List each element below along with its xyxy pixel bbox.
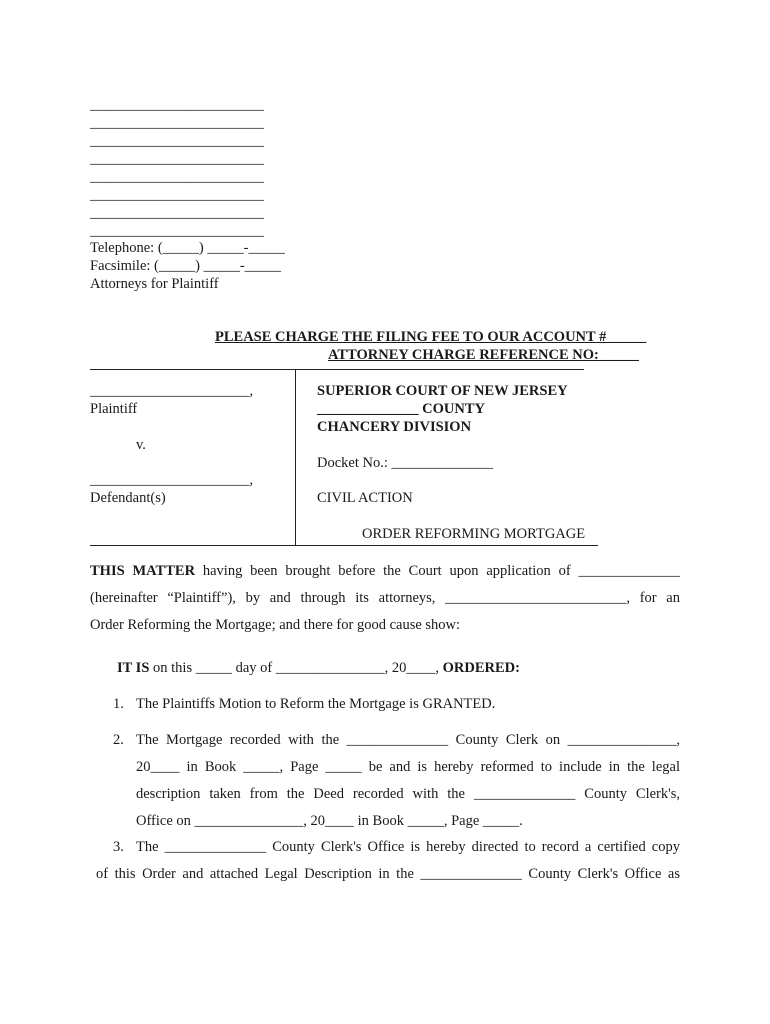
defendant-label: Defendant(s) xyxy=(90,490,166,506)
item-text-line: 20____ in Book _____, Page _____ be and is hereby reformed to include in the legal xyxy=(136,759,680,775)
item-text-line: of this Order and attached Legal Description in the ______________ County Clerk's Office as xyxy=(96,866,680,882)
intro-paragraph-line-2: (hereinafter “Plaintiff”), by and through its attorneys, _________________________, for an xyxy=(90,590,680,606)
civil-action-label: CIVIL ACTION xyxy=(317,490,413,506)
item-text-line: Office on _______________, 20____ in Book _____, Page _____. xyxy=(136,813,523,829)
intro-paragraph-line-3: Order Reforming the Mortgage; and there for good cause show: xyxy=(90,617,461,633)
attorney-blank-line[interactable]: ________________________ xyxy=(90,169,264,185)
county-blank[interactable]: ______________ xyxy=(317,401,419,417)
attorney-blank-line[interactable]: ________________________ xyxy=(90,205,264,221)
attorneys-for-label: Attorneys for Plaintiff xyxy=(90,276,219,292)
plaintiff-name-blank[interactable]: ______________________, xyxy=(90,383,254,399)
docket-number[interactable]: Docket No.: ______________ xyxy=(317,455,493,471)
ordered-text: on this _____ day of _______________, 20____, xyxy=(153,660,439,676)
item-text-line: The Plaintiffs Motion to Reform the Mortgage is GRANTED. xyxy=(136,696,496,712)
item-text-line: description taken from the Deed recorded with the ______________ County Clerk's, xyxy=(136,786,680,802)
ordered-clause xyxy=(117,660,520,677)
item-number: 3. xyxy=(113,839,124,855)
attorney-blank-line[interactable]: ________________________ xyxy=(90,223,264,239)
defendant-name-blank[interactable]: ______________________, xyxy=(90,472,254,488)
versus-label: v. xyxy=(136,437,146,453)
item-number: 1. xyxy=(113,696,124,712)
item-text-line: The Mortgage recorded with the ______________ County Clerk on _______________, xyxy=(136,732,680,748)
caption-divider xyxy=(295,369,296,545)
attorney-blank-line[interactable]: ________________________ xyxy=(90,151,264,167)
fee-notice-line-2: ATTORNEY CHARGE REFERENCE NO: _____ xyxy=(328,347,639,363)
document-title: ORDER REFORMING MORTGAGE xyxy=(362,526,586,542)
court-name: SUPERIOR COURT OF NEW JERSEY xyxy=(317,383,568,399)
item-text-line: The ______________ County Clerk's Office is hereby directed to record a certified copy xyxy=(136,839,680,855)
caption-bottom-rule xyxy=(90,545,598,546)
plaintiff-label: Plaintiff xyxy=(90,401,138,417)
intro-text: having been brought before the Court upon application of ______________ xyxy=(202,563,680,579)
attorney-blank-line[interactable]: ________________________ xyxy=(90,133,264,149)
facsimile-line[interactable]: Facsimile: (_____) _____-_____ xyxy=(90,258,281,274)
fee-notice-line-1: PLEASE CHARGE THE FILING FEE TO OUR ACCOUNT # _____ xyxy=(215,329,647,345)
county-label: COUNTY xyxy=(422,401,485,417)
intro-paragraph-line-1 xyxy=(90,563,680,580)
attorney-blank-line[interactable]: ________________________ xyxy=(90,115,264,131)
item-number: 2. xyxy=(113,732,124,748)
county-line xyxy=(317,401,485,418)
ordered-lead: IT IS xyxy=(117,660,150,676)
caption-top-rule xyxy=(90,369,584,370)
attorney-blank-line[interactable]: ________________________ xyxy=(90,187,264,203)
telephone-line[interactable]: Telephone: (_____) _____-_____ xyxy=(90,240,285,256)
intro-bold-lead: THIS MATTER xyxy=(90,563,196,579)
division-label: CHANCERY DIVISION xyxy=(317,419,472,435)
ordered-label: ORDERED: xyxy=(442,660,520,676)
attorney-blank-line[interactable]: ________________________ xyxy=(90,97,264,113)
